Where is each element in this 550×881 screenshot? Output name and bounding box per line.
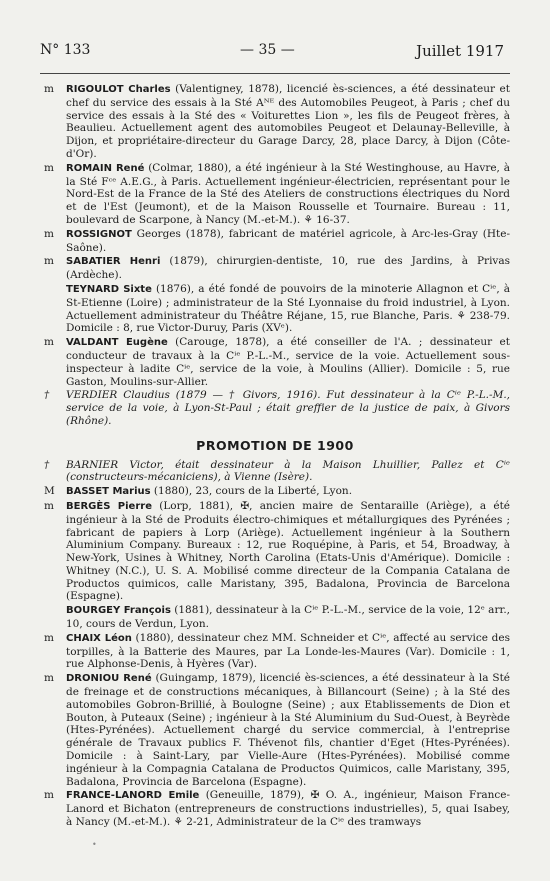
entry-sabatier <box>40 255 510 282</box>
entry-name: RIGOULOT Charles <box>66 84 171 95</box>
issue-date: Juillet 1917 <box>416 42 504 60</box>
entry-text: (1880), dessinateur chez MM. Schneider et Cⁱᵉ, affecté au service des torpilles, à la Batterie des Maures, par La Londe-les-Maures (Var). Domicile : 1, rue Alphonse-Denis, à Hyères (Var). <box>66 631 510 671</box>
entry-barnier-deceased <box>40 459 510 485</box>
entry-text: VERDIER Claudius (1879 — † Givors, 1916). Fut dessinateur à la Cⁱᵉ P.-L.-M., service de la voie, à Lyon-St-Paul ; était greffier de la justice de paix, à Givors (Rhône). <box>66 389 510 427</box>
deceased-marker: † <box>44 458 50 471</box>
entry-marker: m <box>44 336 54 349</box>
entry-name: BOURGEY François <box>66 605 171 617</box>
entry-marker: m <box>44 499 54 512</box>
paper-speck: • <box>92 840 97 849</box>
entry-text: (1881), dessinateur à la Cⁱᵉ P.-L.-M., service de la voie, 12ᵉ arr., 10, cours de Verdun, Lyon. <box>66 604 511 631</box>
entry-text: BARNIER Victor, était dessinateur à la Maison Lhuillier, Pallez et Cⁱᵉ (constructeurs-mécaniciens), à Vienne (Isère). <box>66 458 510 484</box>
entry-name: ROMAIN René <box>66 162 145 174</box>
entry-rossignot <box>40 228 510 255</box>
entry-droniou <box>40 672 510 788</box>
entry-name: VALDANT Eugène <box>66 337 168 349</box>
entry-text: (Lorp, 1881), ✠, ancien maire de Sentaraille (Ariège), a été ingénieur à la Sté de Produits électro-chimiques et métallurgiques des Pyrénées ; fabricant de papiers à Lorp (Ariège). Actuellement ingénieur à la Southern Aluminium Company. Bureaux : 12, rue Roquépine, à Paris, et 54, Broadway, à New-York, Usines à Whitney, North Carolina (Etats-Unis d'Amérique). Domicile : Whitney (N.C.), U. S. A. Mobilisé comme directeur de la Compania Catalana de Productos quimicos, calle Maristany, 395, Badalona, Provincia de Barcelona (Espagne). <box>66 499 510 603</box>
entry-text: (Colmar, 1880), a été ingénieur à la Sté Westinghouse, au Havre, à la Sté Fᶜᵉ A.E.G., à Paris. Actuellement ingénieur-électricien, représentant pour le Nord-Est de la France de la Sté des Ateliers de constructions électriques du Nord et de l'Est (Jeumont), et de la Maison Rousselle et Tournaire. Bureau : 11, boulevard de Scarpone, à Nancy (M.-et-M.). ⚘ 16-37. <box>66 161 510 226</box>
entry-bourgey <box>40 604 510 631</box>
entry-teynard <box>40 283 510 335</box>
page-number: — 35 — <box>240 42 295 58</box>
entry-valdant <box>40 336 510 388</box>
entry-name: BERGÈS Pierre <box>66 500 152 512</box>
entry-name: SABATIER Henri <box>66 256 161 268</box>
page-header <box>0 42 550 72</box>
deceased-marker: † <box>44 389 50 402</box>
entry-text: (Guingamp, 1879), licencié ès-sciences, a été dessinateur à la Sté de freinage et de constructions mécaniques, à Billancourt (Seine) ; à la Sté des automobiles Gobron-Brillié, à Boulogne (Seine) ; aux Etablissements de Dion et Bouton, à Puteaux (Seine) ; ingénieur à la Sté Aluminium du Sud-Ouest, à Beyrède (Htes-Pyrénées). Actuellement chargé du service commercial, à l'entreprise générale de Travaux publics F. Thévenot fils, chantier d'Eget (Htes-Pyrénées). Domicile : à Saint-Lary, par Vielle-Aure (Htes-Pyrénées). Mobilisé comme ingénieur à la Compagnia Catalana de Productos Quimicos, calle Maristany, 395, Badalona, Provincia de Barcelona (Espagne). <box>66 672 511 788</box>
entry-text: (Valentigney, 1878), licencié ès-sciences, a été dessinateur et chef du service des essais à la Sté Aᴺᴱ des Automobiles Peugeot, à Paris ; chef du service des essais à la Sté des « Voiturettes Lion », les fils de Peugeot frères, à Beaulieu. Actuellement agent des automobiles Peugeot et Delaunay-Belleville, à Dijon, et propriétaire-directeur du Garage Darcy, 28, place Darcy, à Dijon (Côte-d'Or). <box>66 83 510 160</box>
entry-marker: m <box>44 672 54 685</box>
entry-france-lanord <box>40 789 510 828</box>
entry-berges <box>40 500 510 603</box>
entry-name: FRANCE-LANORD Emile <box>66 790 200 802</box>
entry-name: DRONIOU René <box>66 673 152 685</box>
entry-chaix <box>40 632 510 671</box>
entry-text: (1876), a été fondé de pouvoirs de la minoterie Allagnon et Cⁱᵉ, à St-Etienne (Loire) ; administrateur de la Sté Lyonnaise du froid industriel, à Lyon. Actuellement administrateur du Théâtre Réjane, 15, rue Blanche, Paris. ⚘ 238-79. Domicile : 8, rue Victor-Duruy, Paris (XVᵉ). <box>66 282 510 335</box>
entry-basset <box>40 485 510 499</box>
entry-text: Georges (1878), fabricant de matériel agricole, à Arc-les-Gray (Hte-Saône). <box>66 227 510 254</box>
entry-name: TEYNARD Sixte <box>66 283 152 295</box>
header-rule <box>40 73 510 74</box>
entry-text: (1879), chirurgien-dentiste, 10, rue des Jardins, à Privas (Ardèche). <box>66 255 511 282</box>
entry-marker: m <box>44 227 54 240</box>
entry-text: (1880), 23, cours de la Liberté, Lyon. <box>150 485 353 498</box>
entry-text: (Geneuille, 1879), ✠ O. A., ingénieur, Maison France-Lanord et Bichaton (entrepreneurs de constructions industrielles), 5, quai Isabey, à Nancy (M.-et-M.). ⚘ 2-21, Administrateur de la Cⁱᵉ des tramways <box>66 789 510 829</box>
entry-rigoulot <box>40 83 510 161</box>
entry-marker: m <box>44 789 54 802</box>
entry-text: (Carouge, 1878), a été conseiller de l'A. ; dessinateur et conducteur de travaux à la Cⁱᵉ P.-L.-M., service de la voie. Actuellement sous-inspecteur à ladite Cⁱᵉ, service de la voie, à Moulins (Allier). Domicile : 5, rue Gaston, Moulins-sur-Allier. <box>66 336 510 388</box>
section-title-promotion-1900: PROMOTION DE 1900 <box>196 437 354 453</box>
entry-name: ROSSIGNOT <box>66 228 132 240</box>
directory-body <box>40 83 510 830</box>
issue-number: N° 133 <box>40 42 91 58</box>
entry-marker: m <box>44 631 54 644</box>
entry-marker: m <box>44 161 54 174</box>
entry-marker: m <box>44 83 54 95</box>
entry-name: CHAIX Léon <box>66 632 132 644</box>
entry-name: BASSET Marius <box>66 486 151 498</box>
entry-romain <box>40 162 510 227</box>
entry-marker: M <box>44 485 55 498</box>
entry-marker: m <box>44 255 54 268</box>
entry-verdier-deceased <box>40 389 510 427</box>
